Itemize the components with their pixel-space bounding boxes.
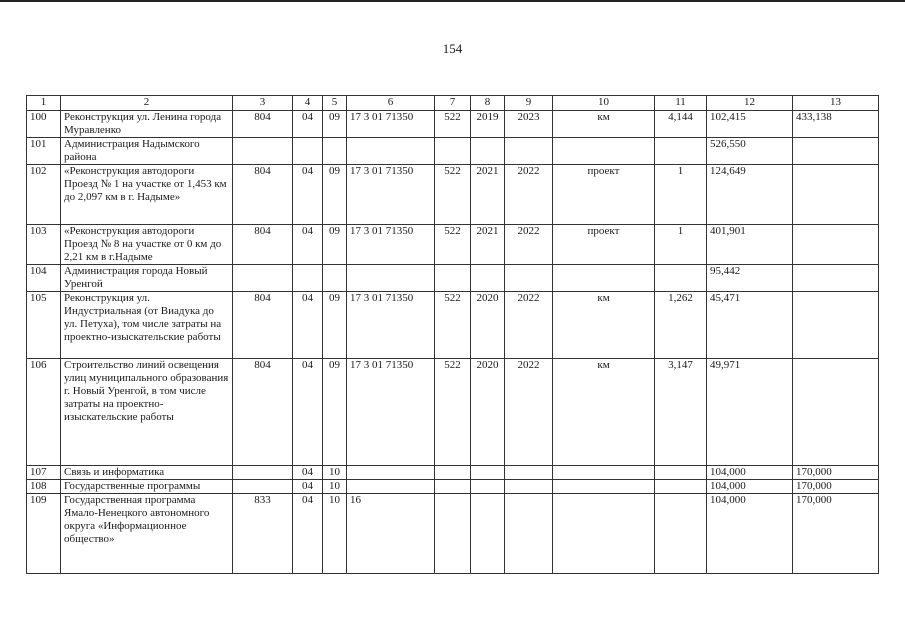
row-number: 108: [27, 480, 61, 494]
amount-col12-cell: 95,442: [707, 265, 793, 292]
item-name: Реконструкция ул. Индустриальная (от Виадука до ул. Петуха), том числе затраты на проектно-изыскательские работы: [61, 292, 233, 359]
header-cell-6: 6: [347, 96, 435, 111]
table-row: [27, 480, 879, 494]
capacity-cell: [655, 466, 707, 480]
code-cell: [233, 138, 293, 165]
start-year-cell: [471, 466, 505, 480]
item-name: Связь и информатика: [61, 466, 233, 480]
target-article-cell: [347, 265, 435, 292]
amount-col12-cell: 124,649: [707, 165, 793, 225]
unit-cell: проект: [553, 225, 655, 265]
code-cell: 804: [233, 111, 293, 138]
unit-cell: км: [553, 111, 655, 138]
target-article-cell: [347, 138, 435, 165]
subsection-cell: [323, 138, 347, 165]
amount-col13-cell: [793, 138, 879, 165]
code-cell: 804: [233, 359, 293, 466]
header-cell-7: 7: [435, 96, 471, 111]
amount-col13-cell: 433,138: [793, 111, 879, 138]
page-number: 154: [442, 41, 463, 56]
item-name: Администрация Надымского района: [61, 138, 233, 165]
code-cell: 804: [233, 165, 293, 225]
start-year-cell: 2020: [471, 359, 505, 466]
item-name: «Реконструкция автодороги Проезд № 1 на участке от 1,453 км до 2,097 км в г. Надыме»: [61, 165, 233, 225]
subsection-cell: 09: [323, 359, 347, 466]
item-name: Строительство линий освещения улиц муниципального образования г. Новый Уренгой, в том числе затраты на проектно-изыскательские работы: [61, 359, 233, 466]
row-number: 102: [27, 165, 61, 225]
amount-col12-cell: 104,000: [707, 480, 793, 494]
subsection-cell: 09: [323, 292, 347, 359]
header-cell-10: 10: [553, 96, 655, 111]
code-cell: [233, 480, 293, 494]
target-article-cell: 17 3 01 71350: [347, 292, 435, 359]
amount-col12-cell: 45,471: [707, 292, 793, 359]
expense-type-cell: 522: [435, 225, 471, 265]
unit-cell: [553, 494, 655, 574]
amount-col12-cell: 104,000: [707, 466, 793, 480]
code-cell: 804: [233, 292, 293, 359]
end-year-cell: 2023: [505, 111, 553, 138]
expense-type-cell: [435, 265, 471, 292]
expense-type-cell: [435, 494, 471, 574]
item-name: «Реконструкция автодороги Проезд № 8 на участке от 0 км до 2,21 км в г.Надыме: [61, 225, 233, 265]
start-year-cell: 2020: [471, 292, 505, 359]
row-number: 107: [27, 466, 61, 480]
item-name: Государственная программа Ямало-Ненецкого автономного округа «Информационное общество»: [61, 494, 233, 574]
end-year-cell: 2022: [505, 225, 553, 265]
amount-col12-cell: 526,550: [707, 138, 793, 165]
code-cell: [233, 265, 293, 292]
row-number: 100: [27, 111, 61, 138]
unit-cell: [553, 265, 655, 292]
expense-type-cell: 522: [435, 111, 471, 138]
table-row: [27, 494, 879, 574]
section-cell: 04: [293, 165, 323, 225]
end-year-cell: [505, 265, 553, 292]
item-name: Реконструкция ул. Ленина города Муравленко: [61, 111, 233, 138]
unit-cell: проект: [553, 165, 655, 225]
start-year-cell: [471, 494, 505, 574]
amount-col13-cell: 170,000: [793, 494, 879, 574]
section-cell: 04: [293, 494, 323, 574]
table-row: [27, 111, 879, 138]
capacity-cell: 4,144: [655, 111, 707, 138]
capacity-cell: [655, 480, 707, 494]
amount-col13-cell: [793, 292, 879, 359]
header-row: [27, 96, 879, 111]
amount-col12-cell: 102,415: [707, 111, 793, 138]
start-year-cell: [471, 480, 505, 494]
top-rule: [0, 0, 905, 2]
header-cell-2: 2: [61, 96, 233, 111]
table-row: [27, 138, 879, 165]
amount-col13-cell: [793, 225, 879, 265]
expense-type-cell: 522: [435, 165, 471, 225]
amount-col13-cell: [793, 265, 879, 292]
capacity-cell: [655, 138, 707, 165]
section-cell: [293, 138, 323, 165]
row-number: 101: [27, 138, 61, 165]
amount-col12-cell: 104,000: [707, 494, 793, 574]
target-article-cell: [347, 466, 435, 480]
table-row: [27, 466, 879, 480]
subsection-cell: 09: [323, 111, 347, 138]
subsection-cell: 09: [323, 165, 347, 225]
section-cell: 04: [293, 480, 323, 494]
end-year-cell: [505, 138, 553, 165]
section-cell: 04: [293, 466, 323, 480]
section-cell: [293, 265, 323, 292]
expense-type-cell: 522: [435, 292, 471, 359]
table-row: [27, 165, 879, 225]
end-year-cell: 2022: [505, 359, 553, 466]
header-cell-8: 8: [471, 96, 505, 111]
unit-cell: км: [553, 359, 655, 466]
section-cell: 04: [293, 225, 323, 265]
table-row: [27, 225, 879, 265]
amount-col12-cell: 49,971: [707, 359, 793, 466]
row-number: 104: [27, 265, 61, 292]
amount-col13-cell: 170,000: [793, 466, 879, 480]
start-year-cell: [471, 265, 505, 292]
capacity-cell: [655, 265, 707, 292]
amount-col13-cell: [793, 359, 879, 466]
table-row: [27, 359, 879, 466]
header-cell-11: 11: [655, 96, 707, 111]
expense-type-cell: [435, 480, 471, 494]
header-cell-1: 1: [27, 96, 61, 111]
subsection-cell: 09: [323, 225, 347, 265]
code-cell: 833: [233, 494, 293, 574]
target-article-cell: 17 3 01 71350: [347, 165, 435, 225]
code-cell: 804: [233, 225, 293, 265]
amount-col13-cell: [793, 165, 879, 225]
header-cell-12: 12: [707, 96, 793, 111]
target-article-cell: 17 3 01 71350: [347, 359, 435, 466]
header-cell-9: 9: [505, 96, 553, 111]
code-cell: [233, 466, 293, 480]
end-year-cell: [505, 466, 553, 480]
expense-type-cell: [435, 138, 471, 165]
end-year-cell: 2022: [505, 165, 553, 225]
amount-col13-cell: 170,000: [793, 480, 879, 494]
row-number: 106: [27, 359, 61, 466]
target-article-cell: 17 3 01 71350: [347, 225, 435, 265]
header-cell-3: 3: [233, 96, 293, 111]
subsection-cell: 10: [323, 480, 347, 494]
start-year-cell: 2021: [471, 165, 505, 225]
amount-col12-cell: 401,901: [707, 225, 793, 265]
unit-cell: [553, 466, 655, 480]
row-number: 109: [27, 494, 61, 574]
section-cell: 04: [293, 111, 323, 138]
header-cell-5: 5: [323, 96, 347, 111]
header-cell-13: 13: [793, 96, 879, 111]
subsection-cell: 10: [323, 494, 347, 574]
section-cell: 04: [293, 359, 323, 466]
header-cell-4: 4: [293, 96, 323, 111]
table-row: [27, 292, 879, 359]
unit-cell: км: [553, 292, 655, 359]
end-year-cell: 2022: [505, 292, 553, 359]
section-cell: 04: [293, 292, 323, 359]
row-number: 105: [27, 292, 61, 359]
start-year-cell: [471, 138, 505, 165]
subsection-cell: [323, 265, 347, 292]
item-name: Государственные программы: [61, 480, 233, 494]
table-row: [27, 265, 879, 292]
subsection-cell: 10: [323, 466, 347, 480]
unit-cell: [553, 138, 655, 165]
capacity-cell: 3,147: [655, 359, 707, 466]
start-year-cell: 2019: [471, 111, 505, 138]
unit-cell: [553, 480, 655, 494]
expense-type-cell: 522: [435, 359, 471, 466]
row-number: 103: [27, 225, 61, 265]
capacity-cell: 1: [655, 225, 707, 265]
capacity-cell: 1: [655, 165, 707, 225]
target-article-cell: 17 3 01 71350: [347, 111, 435, 138]
item-name: Администрация города Новый Уренгой: [61, 265, 233, 292]
start-year-cell: 2021: [471, 225, 505, 265]
target-article-cell: 16: [347, 494, 435, 574]
capacity-cell: [655, 494, 707, 574]
expense-type-cell: [435, 466, 471, 480]
end-year-cell: [505, 480, 553, 494]
capacity-cell: 1,262: [655, 292, 707, 359]
end-year-cell: [505, 494, 553, 574]
budget-table: [26, 95, 879, 574]
target-article-cell: [347, 480, 435, 494]
